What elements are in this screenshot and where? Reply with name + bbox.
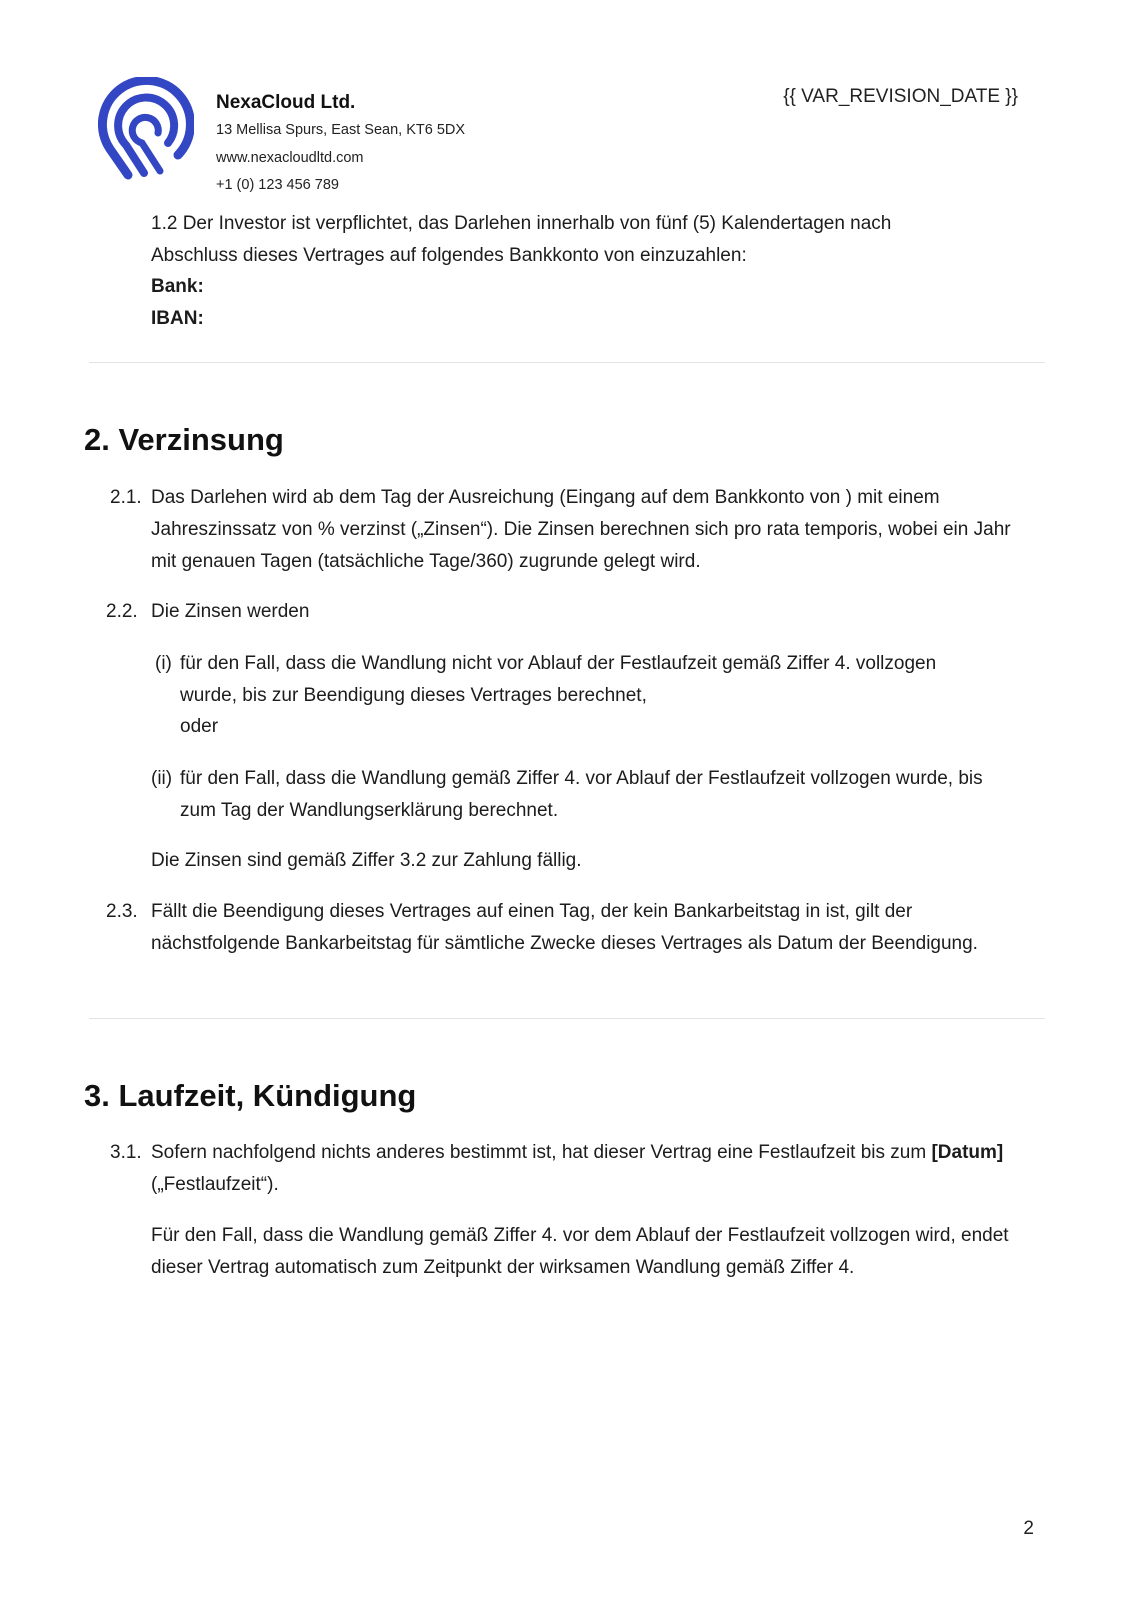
page-number: 2 [1023, 1518, 1034, 1539]
bank-label: Bank: [151, 276, 204, 297]
clause-2-2-text: Die Zinsen werden [151, 601, 310, 622]
clause-3-1-text [151, 1137, 1031, 1201]
clause-1-2-line1: 1.2 Der Investor ist verpflichtet, das Darlehen innerhalb von fünf (5) Kalendertagen nach [151, 213, 892, 234]
datum-placeholder: [Datum] [931, 1142, 1004, 1163]
clause-2-1-number: 2.1. [110, 487, 142, 508]
clause-2-3-number: 2.3. [106, 901, 138, 922]
item-ii-text: für den Fall, dass die Wandlung gemäß Ziffer 4. vor Ablauf der Festlaufzeit vollzogen wurde, bis zum Tag der Wandlungserklärung berechnet. [180, 768, 983, 821]
item-i-text: für den Fall, dass die Wandlung nicht vor Ablauf der Festlaufzeit gemäß Ziffer 4. vollzogen wurde, bis zur Beendigung dieses Vertrages berechnet, [180, 653, 937, 706]
clause-2-1-text: Das Darlehen wird ab dem Tag der Ausreichung (Eingang auf dem Bankkonto von ) mit einem Jahreszinssatz von % verzinst („Zinsen“). Die Zinsen berechnen sich pro rata temporis, wobei ein Jahr mit genauen Tagen (tatsächliche Tage/360) zugrunde gelegt wird. [151, 487, 1011, 572]
company-logo-icon [98, 77, 194, 181]
clause-3-1-text-a: Sofern nachfolgend nichts anderes bestimmt ist, hat dieser Vertrag eine Festlaufzeit bis zum [151, 1142, 927, 1163]
company-website: www.nexacloudltd.com [216, 150, 364, 166]
clause-3-1-paragraph-2: Für den Fall, dass die Wandlung gemäß Ziffer 4. vor dem Ablauf der Festlaufzeit vollzogen wird, endet dieser Vertrag automatisch zum Zeitpunkt der wirksamen Wandlung gemäß Ziffer 4. [151, 1225, 1009, 1278]
item-i-label: (i) [155, 653, 172, 674]
section-2-title: 2. Verzinsung [84, 422, 284, 457]
item-ii-label: (ii) [151, 768, 173, 789]
clause-3-1-text-b: („Festlaufzeit“). [151, 1174, 279, 1195]
clause-1-2-line2: Abschluss dieses Vertrages auf folgendes Bankkonto von einzuzahlen: [151, 245, 747, 266]
section-3-title: 3. Laufzeit, Kündigung [84, 1078, 417, 1113]
company-phone: +1 (0) 123 456 789 [216, 177, 339, 193]
company-name: NexaCloud Ltd. [216, 92, 356, 113]
iban-label: IBAN: [151, 308, 204, 329]
company-info [216, 92, 465, 195]
company-address: 13 Mellisa Spurs, East Sean, KT6 5DX [216, 122, 466, 138]
clause-2-3-text: Fällt die Beendigung dieses Vertrages auf einen Tag, der kein Bankarbeitstag in ist, gilt der nächstfolgende Bankarbeitstag für sämtliche Zwecke dieses Vertrages als Datum der Beendigung. [151, 901, 978, 954]
clause-3-1-number: 3.1. [110, 1142, 142, 1163]
section-divider [89, 362, 1045, 363]
section-divider [89, 1018, 1045, 1019]
clause-2-2-number: 2.2. [106, 601, 138, 622]
item-i-oder: oder [180, 716, 219, 737]
clause-2-2-closing: Die Zinsen sind gemäß Ziffer 3.2 zur Zahlung fällig. [151, 850, 582, 871]
revision-date: {{ VAR_REVISION_DATE }} [783, 86, 1018, 107]
